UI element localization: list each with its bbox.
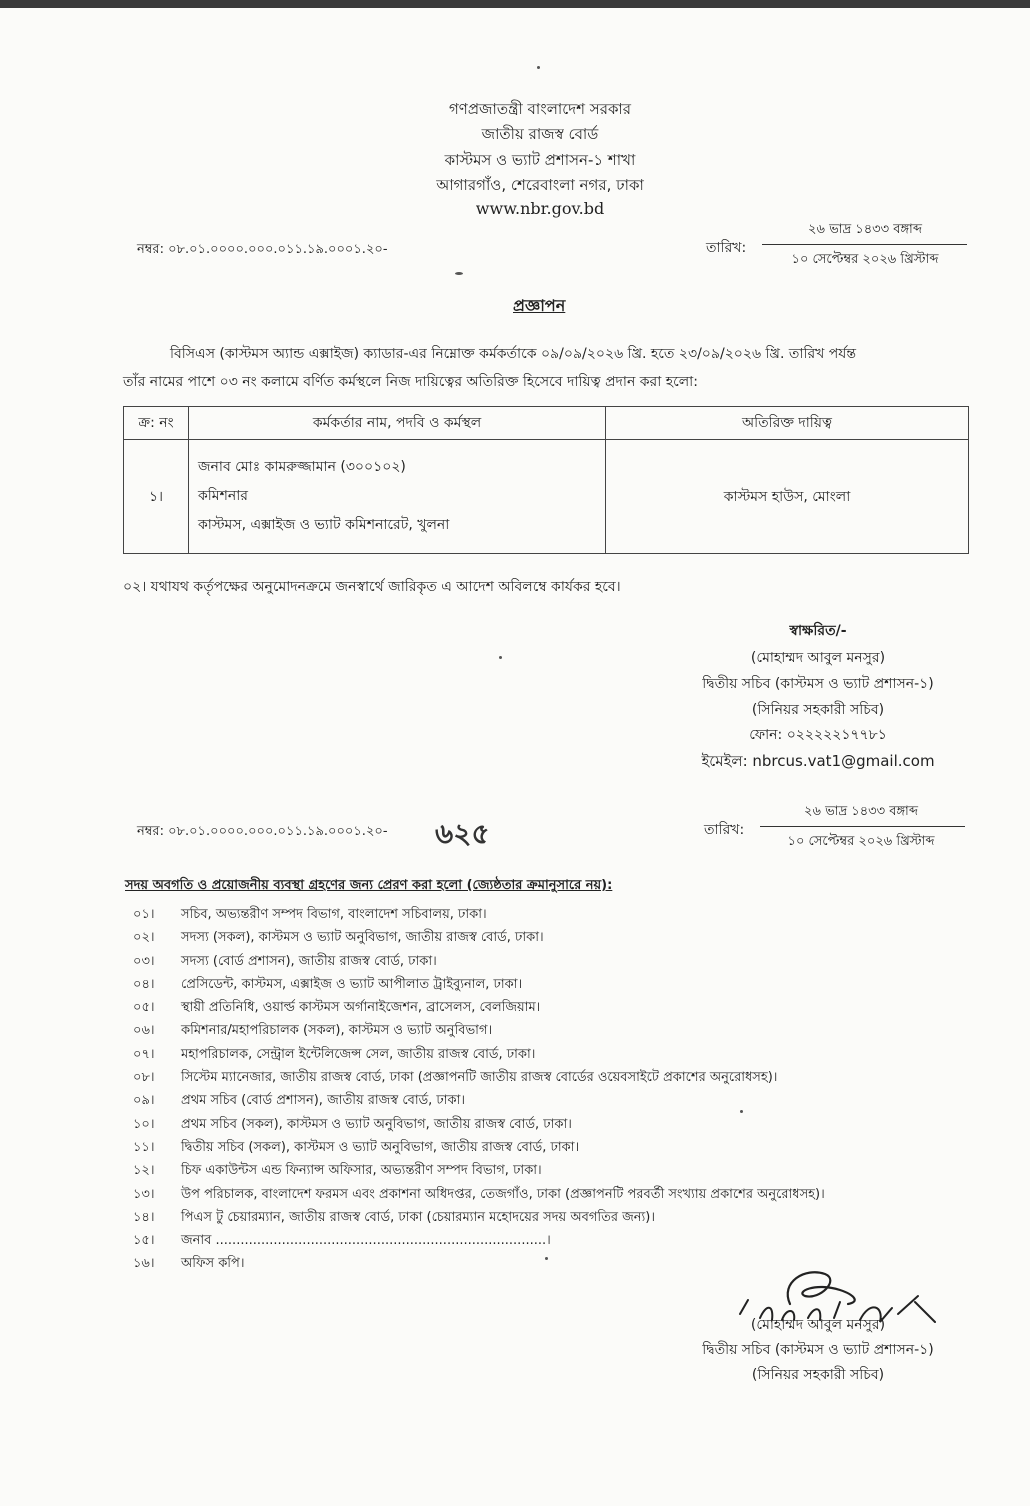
date-divider [762, 244, 967, 245]
list-item: ০৩। সদস্য (বোর্ড প্রশাসন), জাতীয় রাজস্ব বোর্ড, ঢাকা। [133, 953, 437, 969]
distribution-list [133, 903, 825, 1276]
date-gregorian: ১০ সেপ্টেম্বর ২০২৬ খ্রিস্টাব্দ [791, 252, 939, 267]
scan-top-edge [0, 0, 1030, 8]
header-board: জাতীয় রাজস্ব বোর্ড [481, 125, 599, 143]
list-item: ১১। দ্বিতীয় সচিব (সকল), কাস্টমস ও ভ্যাট অনুবিভাগ, জাতীয় রাজস্ব বোর্ড, ঢাকা। [133, 1139, 580, 1155]
signatory-name: (মোহাম্মদ আবুল মনসুর) [750, 650, 886, 666]
header-branch: কাস্টমস ও ভ্যাট প্রশাসন-১ শাখা [444, 151, 636, 169]
list-item: ০৮। সিস্টেম ম্যানেজার, জাতীয় রাজস্ব বোর্ড, ঢাকা (প্রজ্ঞাপনটি জাতীয় রাজস্ব বোর্ডের ওয়েবসাইটে প্রকাশের অনুরোধসহ)। [133, 1070, 778, 1086]
table-cell-serial: ১। [124, 440, 189, 554]
list-item: ০১। সচিব, অভ্যন্তরীণ সম্পদ বিভাগ, বাংলাদেশ সচিবালয়, ঢাকা। [133, 907, 487, 922]
table-header-additional: অতিরিক্ত দায়িত্ব [606, 407, 969, 440]
list-item: ১৬। অফিস কপি। [133, 1256, 245, 1272]
header-website: www.nbr.gov.bd [475, 199, 605, 218]
memo2-date-gregorian: ১০ সেপ্টেম্বর ২০২৬ খ্রিস্টাব্দ [787, 834, 935, 849]
body-paragraph-line1: বিসিএস (কাস্টমস অ্যান্ড এক্সাইজ) ক্যাডার-এর নিম্নোক্ত কর্মকর্তাকে ০৯/০৯/২০২৬ খ্রি. হতে ২৩/০৯/২০২৬ খ্রি. তারিখ পর্যন্ত [170, 346, 857, 362]
date-label: তারিখ: [706, 240, 747, 256]
list-item: ১৫। জনাব ................................................................................। [133, 1233, 551, 1249]
signatory2-rank: (সিনিয়র সহকারী সচিব) [751, 1367, 885, 1383]
memo2-number: নম্বর: ০৮.০১.০০০০.০০০.০১১.১৯.০০০১.২০- [137, 824, 388, 839]
list-item: ১৪। পিএস টু চেয়ারম্যান, জাতীয় রাজস্ব বোর্ড, ঢাকা (চেয়ারম্যান মহোদয়ের সদয় অবগতির জন্য)। [133, 1209, 655, 1225]
memo-number: নম্বর: ০৮.০১.০০০০.০০০.০১১.১৯.০০০১.২০- [137, 242, 388, 257]
memo2-date-bangla: ২৬ ভাদ্র ১৪৩৩ বঙ্গাব্দ [804, 804, 918, 819]
header-government: গণপ্রজাতন্ত্রী বাংলাদেশ সরকার [448, 100, 632, 118]
scan-speck [740, 1110, 743, 1113]
memo2-handwritten-number: ৬২৫ [435, 817, 490, 850]
table-cell-officer [189, 440, 606, 554]
body-paragraph-line2: তাঁর নামের পাশে ০৩ নং কলামে বর্ণিত কর্মস্থলে নিজ দায়িত্বের অতিরিক্ত হিসেবে দায়িত্ব প্রদান করা হলো: [123, 374, 698, 390]
signatory2-name: (মোহাম্মদ আবুল মনসুর) [750, 1317, 886, 1333]
officer-designation: কমিশনার [198, 488, 248, 504]
signatory-phone: ফোন: ০২২২২২১৭৭৮১ [749, 727, 887, 743]
table-cell-additional: কাস্টমস হাউস, মোংলা [606, 440, 969, 554]
signatory-email: ইমেইল: nbrcus.vat1@gmail.com [701, 752, 935, 770]
scan-speck [499, 656, 502, 659]
list-item: ০৭। মহাপরিচালক, সেন্ট্রাল ইন্টেলিজেন্স সেল, জাতীয় রাজস্ব বোর্ড, ঢাকা। [133, 1046, 536, 1062]
list-item: ১০। প্রথম সচিব (সকল), কাস্টমস ও ভ্যাট অনুবিভাগ, জাতীয় রাজস্ব বোর্ড, ঢাকা। [133, 1116, 572, 1132]
list-item: ১২। চিফ একাউন্টস এন্ড ফিন্যান্স অফিসার, অভ্যন্তরীণ সম্পদ বিভাগ, ঢাকা। [133, 1163, 542, 1179]
list-item: ০৬। কমিশনার/মহাপরিচালক (সকল), কাস্টমস ও ভ্যাট অনুবিভাগ। [133, 1023, 493, 1039]
memo2-date-label: তারিখ: [704, 822, 745, 838]
list-item: ০৫। স্থায়ী প্রতিনিধি, ওয়ার্ল্ড কাস্টমস অর্গানাইজেশন, ব্রাসেলস, বেলজিয়াম। [133, 1000, 541, 1016]
effective-clause: ০২। যথাযথ কর্তৃপক্ষের অনুমোদনক্রমে জনস্বার্থে জারিকৃত এ আদেশ অবিলম্বে কার্যকর হবে। [123, 579, 621, 595]
assignment-table [123, 406, 969, 554]
list-item: ০৯। প্রথম সচিব (বোর্ড প্রশাসন), জাতীয় রাজস্ব বোর্ড, ঢাকা। [133, 1093, 466, 1109]
distribution-title: সদয় অবগতি ও প্রয়োজনীয় ব্যবস্থা গ্রহণের জন্য প্রেরণ করা হলো (জ্যেষ্ঠতার ক্রমানুসারে নয়): [125, 878, 613, 893]
page-title: প্রজ্ঞাপন [513, 296, 566, 315]
table-header-serial: ক্র: নং [124, 407, 189, 440]
scan-speck [537, 66, 540, 69]
table-row [124, 440, 969, 554]
table-header-officer: কর্মকর্তার নাম, পদবি ও কর্মস্থল [189, 407, 606, 440]
list-item: ১৩। উপ পরিচালক, বাংলাদেশ ফরমস এবং প্রকাশনা অধিদপ্তর, তেজগাঁও, ঢাকা (প্রজ্ঞাপনটি পরবর্তী সংখ্যায় প্রকাশের অনুরোধসহ)। [133, 1186, 825, 1202]
date-bangla: ২৬ ভাদ্র ১৪৩৩ বঙ্গাব্দ [808, 222, 922, 237]
scan-speck [455, 272, 463, 275]
signatory-designation: দ্বিতীয় সচিব (কাস্টমস ও ভ্যাট প্রশাসন-১) [702, 676, 934, 692]
signatory-rank: (সিনিয়র সহকারী সচিব) [751, 702, 885, 718]
memo2-date-divider [760, 826, 965, 827]
signed-mark: স্বাক্ষরিত/- [789, 623, 847, 639]
officer-station: কাস্টমস, এক্সাইজ ও ভ্যাট কমিশনারেট, খুলনা [198, 517, 450, 533]
scan-speck [545, 1257, 548, 1260]
header-address: আগারগাঁও, শেরেবাংলা নগর, ঢাকা [436, 176, 644, 194]
signatory2-designation: দ্বিতীয় সচিব (কাস্টমস ও ভ্যাট প্রশাসন-১) [702, 1342, 934, 1358]
table-header-row [124, 407, 969, 440]
list-item: ০২। সদস্য (সকল), কাস্টমস ও ভ্যাট অনুবিভাগ, জাতীয় রাজস্ব বোর্ড, ঢাকা। [133, 930, 544, 946]
officer-name: জনাব মোঃ কামরুজ্জামান (৩০০১০২) [198, 459, 406, 475]
list-item: ০৪। প্রেসিডেন্ট, কাস্টমস, এক্সাইজ ও ভ্যাট আপীলাত ট্রাইব্যুনাল, ঢাকা। [133, 976, 523, 992]
